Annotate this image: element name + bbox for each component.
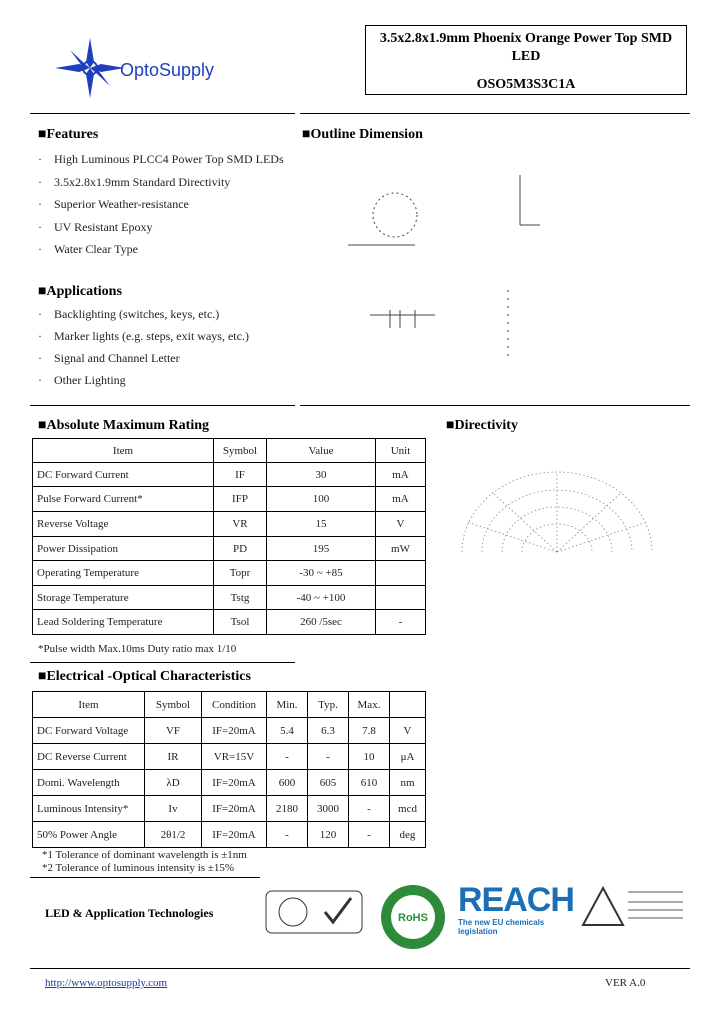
divider bbox=[30, 113, 295, 114]
features-heading: ■Features bbox=[38, 127, 99, 142]
list-item: · High Luminous PLCC4 Power Top SMD LEDs bbox=[38, 152, 284, 166]
divider bbox=[30, 968, 690, 969]
brand-name: OptoSupply bbox=[120, 60, 215, 80]
version-label: VER A.0 bbox=[605, 977, 646, 989]
divider bbox=[30, 877, 260, 878]
list-item: · 3.5x2.8x1.9mm Standard Directivity bbox=[38, 175, 231, 189]
rohs-label: RoHS bbox=[398, 912, 428, 924]
table-row: Luminous Intensity* Iv IF=20mA 2180 3000 - mcd bbox=[33, 796, 426, 822]
list-item: · Superior Weather-resistance bbox=[38, 197, 189, 211]
table-header-row bbox=[33, 692, 426, 718]
eo-heading: ■Electrical -Optical Characteristics bbox=[38, 669, 251, 684]
tuv-certification-logo-icon bbox=[265, 890, 363, 934]
table-row: Pulse Forward Current* IFP 100 mA bbox=[33, 487, 426, 512]
table-row: Power Dissipation PD 195 mW bbox=[33, 537, 426, 561]
directivity-heading: ■Directivity bbox=[446, 418, 518, 433]
rohs-logo-icon bbox=[378, 882, 448, 952]
star-logo-icon bbox=[55, 38, 125, 98]
table-row: DC Forward Current IF 30 mA bbox=[33, 463, 426, 487]
list-item: · UV Resistant Epoxy bbox=[38, 220, 153, 234]
website-link[interactable]: http://www.optosupply.com bbox=[45, 977, 168, 989]
col-header: Condition bbox=[202, 692, 267, 718]
table-row: DC Forward Voltage VF IF=20mA 5.4 6.3 7.8 V bbox=[33, 718, 426, 744]
outline-drawing bbox=[340, 160, 560, 370]
table-row: Storage Temperature Tstg -40 ~ +100 bbox=[33, 586, 426, 610]
table-row: Reverse Voltage VR 15 V bbox=[33, 512, 426, 537]
divider bbox=[300, 113, 690, 114]
abs-max-table bbox=[32, 438, 426, 635]
pulse-note: *Pulse width Max.10ms Duty ratio max 1/10 bbox=[38, 643, 237, 655]
col-header bbox=[390, 692, 426, 718]
tagline: LED & Application Technologies bbox=[45, 906, 214, 920]
col-header: Unit bbox=[376, 439, 426, 463]
part-number: OSO5M3S3C1A bbox=[476, 77, 576, 92]
table-row: Domi. Wavelength λD IF=20mA 600 605 610 nm bbox=[33, 770, 426, 796]
col-header: Min. bbox=[267, 692, 308, 718]
col-header: Max. bbox=[349, 692, 390, 718]
col-header: Value bbox=[267, 439, 376, 463]
list-item: · Water Clear Type bbox=[38, 242, 138, 256]
esd-warning-icon bbox=[578, 880, 688, 930]
divider bbox=[30, 662, 295, 663]
list-item: · Signal and Channel Letter bbox=[38, 351, 180, 365]
list-item: · Backlighting (switches, keys, etc.) bbox=[38, 307, 220, 321]
table-header-row bbox=[33, 439, 426, 463]
list-item: · Marker lights (e.g. steps, exit ways, etc.) bbox=[38, 329, 249, 343]
eo-table bbox=[32, 691, 426, 848]
col-header: Item bbox=[33, 692, 145, 718]
col-header: Item bbox=[33, 439, 214, 463]
table-row: 50% Power Angle 2θ1/2 IF=20mA - 120 - deg bbox=[33, 822, 426, 848]
product-title: 3.5x2.8x1.9mm Phoenix Orange Power Top SMD LED bbox=[379, 31, 673, 64]
reach-subtitle: The new EU chemicals legislation bbox=[458, 918, 545, 936]
col-header: Symbol bbox=[214, 439, 267, 463]
directivity-diagram bbox=[452, 462, 662, 572]
col-header: Symbol bbox=[145, 692, 202, 718]
tolerance-note-2: *2 Tolerance of luminous intensity is ±15% bbox=[42, 862, 235, 874]
table-row: DC Reverse Current IR VR=15V - - 10 μA bbox=[33, 744, 426, 770]
reach-logo bbox=[458, 881, 574, 936]
table-row: Lead Soldering Temperature Tsol 260 /5sec - bbox=[33, 610, 426, 635]
table-row: Operating Temperature Topr -30 ~ +85 bbox=[33, 561, 426, 586]
list-item: · Other Lighting bbox=[38, 373, 126, 387]
tolerance-note-1: *1 Tolerance of dominant wavelength is ±1nm bbox=[42, 849, 247, 861]
divider bbox=[300, 405, 690, 406]
col-header: Typ. bbox=[308, 692, 349, 718]
divider bbox=[30, 405, 295, 406]
abs-max-heading: ■Absolute Maximum Rating bbox=[38, 418, 210, 433]
outline-heading: ■Outline Dimension bbox=[302, 127, 423, 142]
applications-heading: ■Applications bbox=[38, 284, 122, 299]
reach-label: REACH bbox=[458, 881, 574, 919]
